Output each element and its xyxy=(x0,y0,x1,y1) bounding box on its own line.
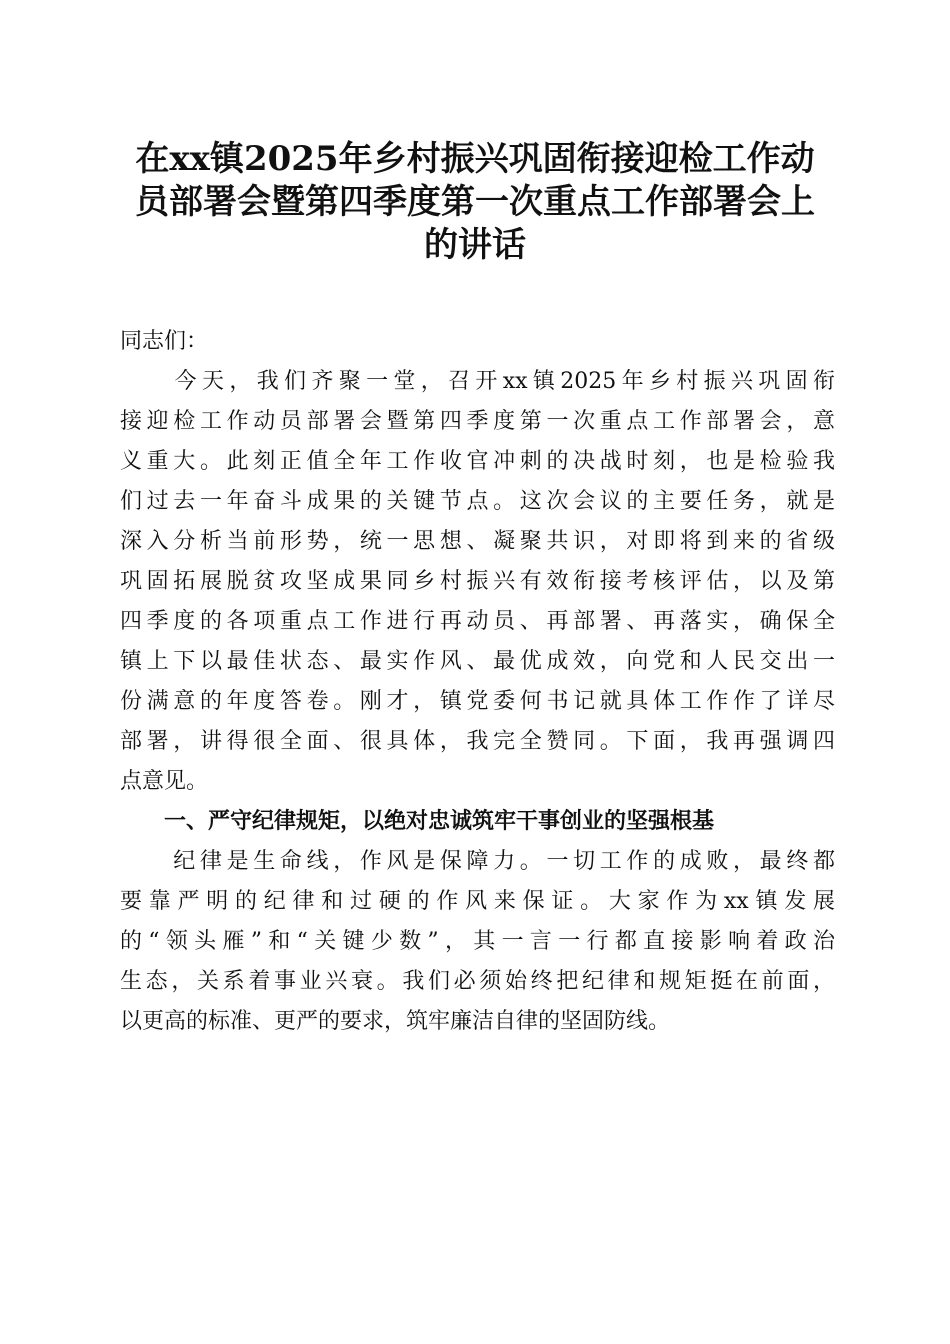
heading-line: 一、严守纪律规矩，以绝对忠诚筑牢干事创业的坚强根基 xyxy=(120,809,715,834)
paragraph-line: 的“领头雁”和“关键少数”，其一言一行都直接影响着政治 xyxy=(120,929,835,954)
paragraph-line: 部署，讲得很全面、很具体，我完全赞同。下面，我再强调四 xyxy=(120,729,835,754)
title-line: 员部署会暨第四季度第一次重点工作部署会上 xyxy=(135,182,815,222)
paragraph-line: 今天，我们齐聚一堂，召开xx镇2025年乡村振兴巩固衔 xyxy=(120,369,835,394)
paragraph-1 xyxy=(120,362,835,802)
title-line: 在xx镇2025年乡村振兴巩固衔接迎检工作动 xyxy=(135,139,815,179)
paragraph-line: 纪律是生命线，作风是保障力。一切工作的成败，最终都 xyxy=(120,849,835,874)
title-line: 的讲话 xyxy=(424,225,526,265)
paragraph-line: 镇上下以最佳状态、最实作风、最优成效，向党和人民交出一 xyxy=(120,649,835,674)
salutation xyxy=(120,322,835,362)
paragraph-line: 四季度的各项重点工作进行再动员、再部署、再落实，确保全 xyxy=(120,609,835,634)
paragraph-line: 要靠严明的纪律和过硬的作风来保证。大家作为xx镇发展 xyxy=(120,889,835,914)
section-heading-1 xyxy=(120,802,835,842)
salutation-line: 同志们： xyxy=(120,329,209,354)
paragraph-line: 接迎检工作动员部署会暨第四季度第一次重点工作部署会，意 xyxy=(120,409,835,434)
paragraph-line: 份满意的年度答卷。刚才，镇党委何书记就具体工作作了详尽 xyxy=(120,689,835,714)
paragraph-line: 们过去一年奋斗成果的关键节点。这次会议的主要任务，就是 xyxy=(120,489,835,514)
document-body xyxy=(120,322,835,1042)
paragraph-line: 点意见。 xyxy=(120,769,209,794)
paragraph-line: 生态，关系着事业兴衰。我们必须始终把纪律和规矩挺在前面， xyxy=(120,969,835,994)
paragraph-line: 深入分析当前形势，统一思想、凝聚共识，对即将到来的省级 xyxy=(120,529,835,554)
paragraph-line: 以更高的标准、更严的要求，筑牢廉洁自律的坚固防线。 xyxy=(120,1009,671,1034)
paragraph-line: 义重大。此刻正值全年工作收官冲刺的决战时刻，也是检验我 xyxy=(120,449,835,474)
paragraph-line: 巩固拓展脱贫攻坚成果同乡村振兴有效衔接考核评估，以及第 xyxy=(120,569,835,594)
paragraph-2 xyxy=(120,842,835,1042)
document-title xyxy=(112,138,838,267)
